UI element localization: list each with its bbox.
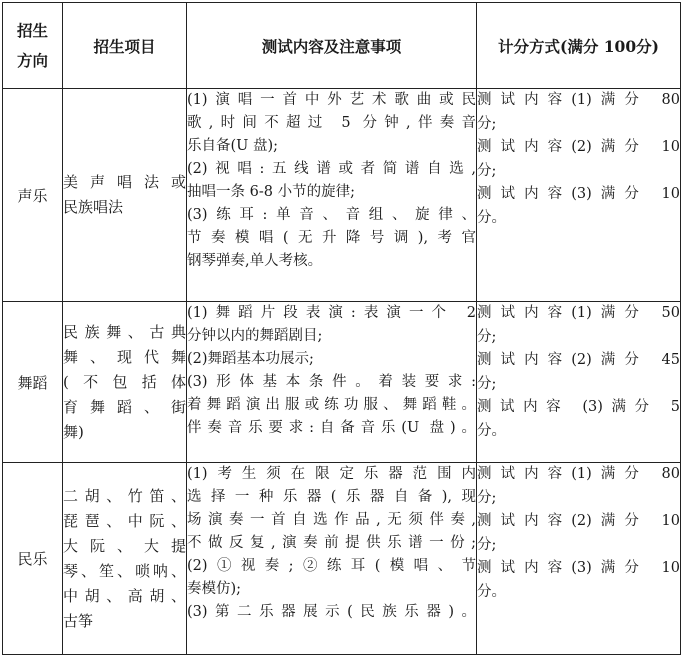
project-cell — [63, 302, 187, 463]
project-line: 美声唱法或 — [63, 173, 186, 191]
project-line: 古筝 — [63, 611, 94, 630]
content-cell — [187, 89, 477, 302]
score-line: 测试内容(1)满分 80 — [477, 92, 680, 108]
admissions-table — [2, 2, 681, 655]
header-direction-line: 招生 — [16, 20, 48, 40]
direction-cell: 舞蹈 — [3, 302, 63, 463]
score-line: 测试内容(2)满分 45 — [477, 352, 680, 368]
score-line: 分。 — [477, 583, 506, 600]
project-line: 大阮、大提 — [63, 536, 186, 555]
project-cell — [63, 89, 187, 302]
content-line: (3)第二乐器展示(民族乐器)。 — [187, 604, 476, 620]
project-line: 琴、笙、唢呐、 — [63, 561, 186, 580]
project-cell — [63, 463, 187, 655]
score-cell — [477, 463, 681, 655]
score-line: 分; — [477, 536, 497, 553]
score-cell — [477, 302, 681, 463]
content-line: (3)形体基本条件。着装要求: — [187, 374, 476, 390]
content-line: (2)视唱:五线谱或者简谱自选, — [187, 161, 476, 177]
content-line: 选择一种乐器(乐器自备),现 — [187, 489, 476, 505]
content-line: 场演奏一首自选作品,无须伴奏, — [187, 512, 476, 528]
header-project: 招生项目 — [63, 3, 187, 89]
header-direction-line: 方向 — [16, 50, 48, 70]
content-line: 着舞蹈演出服或练功服、舞蹈鞋。 — [187, 397, 476, 413]
content-line: 乐自备(U 盘); — [187, 138, 279, 154]
score-line: 分; — [477, 115, 497, 132]
content-line: 抽唱一条 6-8 小节的旋律; — [187, 184, 355, 200]
header-direction — [3, 3, 63, 89]
project-line: 舞) — [63, 422, 84, 441]
score-line: 测试内容 (3)满分 5 — [477, 399, 680, 415]
score-line: 分。 — [477, 209, 506, 226]
score-line: 分。 — [477, 422, 506, 439]
score-line: 测试内容(2)满分 10 — [477, 139, 680, 155]
content-line: (2)舞蹈基本功展示; — [187, 351, 314, 367]
content-cell — [187, 302, 477, 463]
score-line: 测试内容(1)满分 80 — [477, 466, 680, 482]
score-cell — [477, 89, 681, 302]
content-cell — [187, 463, 477, 655]
score-line: 测试内容(3)满分 10 — [477, 186, 680, 202]
content-line: (1)舞蹈片段表演:表演一个 2 — [187, 305, 476, 321]
project-line: 民族舞、古典 — [63, 322, 186, 341]
project-line: 中胡、高胡、 — [63, 586, 186, 605]
content-line: (3)练耳:单音、音组、旋律、 — [187, 207, 476, 223]
content-line: 分钟以内的舞蹈剧目; — [187, 328, 323, 344]
table-row — [3, 302, 681, 463]
score-line: 分; — [477, 162, 497, 179]
direction-cell: 声乐 — [3, 89, 63, 302]
score-line: 分; — [477, 328, 497, 345]
score-line: 测试内容(3)满分 10 — [477, 560, 680, 576]
content-line: 钢琴弹奏,单人考核。 — [187, 253, 323, 269]
content-line: 不做反复,演奏前提供乐谱一份; — [187, 535, 476, 551]
content-line: (2)①视奏;②练耳(模唱、节 — [187, 558, 476, 574]
project-line: (不包括体 — [63, 372, 186, 391]
table-row — [3, 463, 681, 655]
direction-cell: 民乐 — [3, 463, 63, 655]
project-line: 育舞蹈、街 — [63, 397, 186, 416]
content-line: 奏模仿); — [187, 581, 242, 597]
project-line: 舞、现代舞 — [63, 347, 186, 366]
project-line: 民族唱法 — [63, 198, 124, 216]
header-content: 测试内容及注意事项 — [187, 3, 477, 89]
content-line: (1)考生须在限定乐器范围内 — [187, 466, 476, 482]
score-line: 分; — [477, 489, 497, 506]
score-line: 测试内容(2)满分 10 — [477, 513, 680, 529]
project-line: 二胡、竹笛、 — [63, 486, 186, 505]
project-line: 琵琶、中阮、 — [63, 511, 186, 530]
score-line: 分; — [477, 375, 497, 392]
table-header-row — [3, 3, 681, 89]
content-line: 歌,时间不超过 5 分钟,伴奏音 — [187, 115, 476, 131]
table-row — [3, 89, 681, 302]
content-line: (1)演唱一首中外艺术歌曲或民 — [187, 92, 476, 108]
content-line: 伴奏音乐要求:自备音乐(U 盘)。 — [187, 420, 476, 436]
content-line: 节奏模唱(无升降号调),考官 — [187, 230, 476, 246]
header-scoring: 计分方式(满分 100分) — [477, 3, 681, 89]
score-line: 测试内容(1)满分 50 — [477, 305, 680, 321]
